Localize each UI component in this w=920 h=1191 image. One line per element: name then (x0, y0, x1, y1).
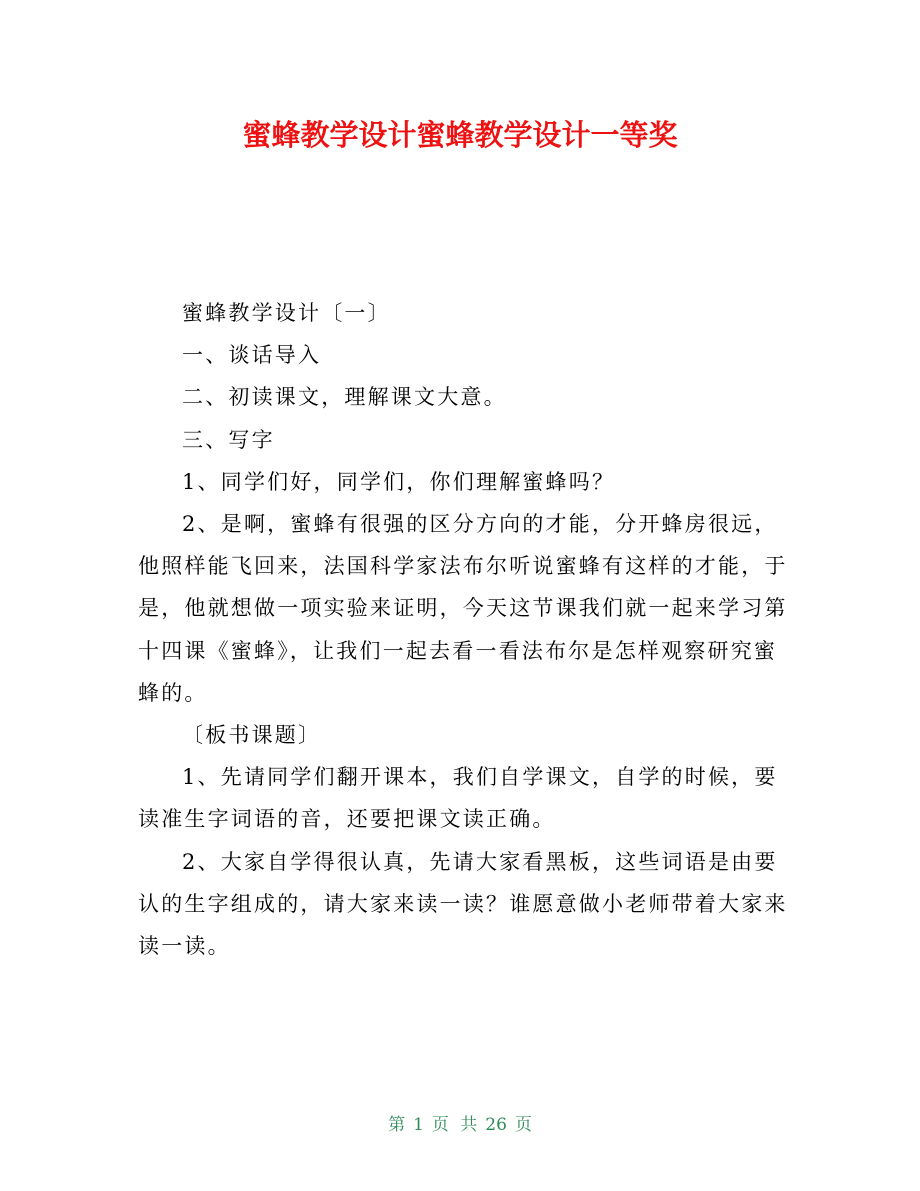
paragraph-section-3: 三、写字 (182, 427, 275, 452)
footer-label-of: 页 共 (431, 1115, 478, 1135)
paragraph-heading: 蜜蜂教学设计〔一〕 (182, 301, 391, 325)
paragraph-section-2: 二、初读课文，理解课文大意。 (182, 385, 507, 410)
paragraph-item: 1、同学们好，同学们，你们理解蜜蜂吗？ (182, 469, 616, 494)
footer-label-end: 页 (514, 1115, 532, 1135)
footer-total-pages: 26 (485, 1115, 507, 1135)
paragraph-item: 1、先请同学们翻开课本，我们自学课文，自学的时候，要读准生字词语的音，还要把课文读正确。 (138, 765, 778, 832)
paragraph-item: 2、大家自学得很认真，先请大家看黑板，这些词语是由要认的生字组成的，请大家来读一读？谁愿意做小老师带着大家来读一读。 (138, 849, 788, 959)
footer-current-page: 1 (413, 1115, 424, 1135)
page-number-footer (0, 1113, 920, 1137)
document-title: 蜜蜂教学设计蜜蜂教学设计一等奖 (242, 118, 678, 152)
paragraph-blackboard: 〔板书课题〕 (182, 723, 322, 748)
document-body (138, 292, 788, 967)
footer-label-page: 第 (388, 1115, 406, 1135)
paragraph-item: 2、是啊，蜜蜂有很强的区分方向的才能，分开蜂房很远，他照样能飞回来，法国科学家法布尔听说蜜蜂有这样的才能，于是，他就想做一项实验来证明，今天这节课我们就一起来学习第十四课《蜜蜂》，让我们一起去看一看法布尔是怎样观察研究蜜蜂的。 (138, 512, 788, 705)
paragraph-section-1: 一、谈话导入 (182, 343, 322, 368)
